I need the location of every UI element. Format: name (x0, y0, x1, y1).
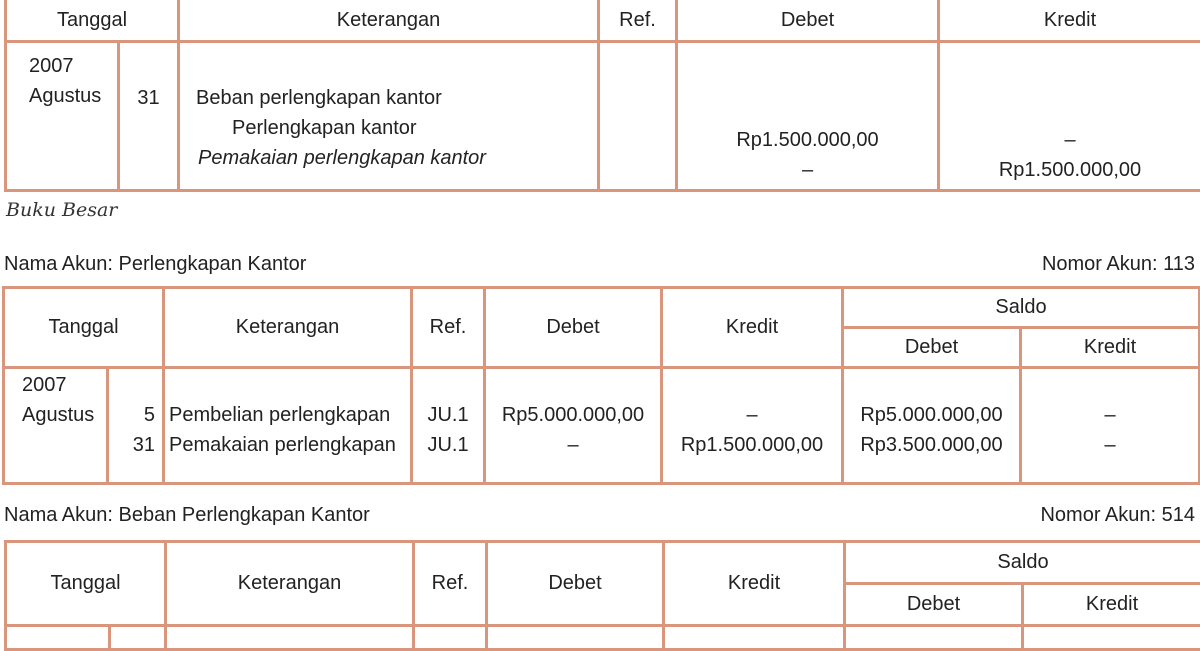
ledger1-header-debet: Debet (485, 288, 662, 368)
journal-debit-account: Beban perlengkapan kantor (196, 83, 597, 113)
ledger2-empty-cell (110, 626, 166, 650)
table-row-debet: Rp5.000.000,00 (486, 400, 660, 430)
journal-debet-1: Rp1.500.000,00 (678, 125, 937, 155)
journal-year: 2007 (29, 51, 117, 81)
table-row-description: Pemakaian perlengkapan (169, 430, 410, 460)
ledger2-header-saldo-debet: Debet (845, 584, 1023, 626)
ledger2-empty-cell (6, 626, 110, 650)
ledger1-debet-cell (485, 368, 662, 484)
journal-header-ref: Ref. (599, 0, 677, 42)
table-row-debet: – (486, 430, 660, 460)
ledger2-account-number: Nomor Akun: 514 (1040, 504, 1195, 527)
journal-kredit-cell (939, 42, 1200, 191)
ledger1-saldo-kredit-cell (1021, 368, 1200, 484)
table-row-saldo-kredit: – (1022, 400, 1198, 430)
journal-date-cell (6, 42, 119, 191)
journal-header-debet: Debet (677, 0, 939, 42)
ledger2-empty-cell (414, 626, 487, 650)
ledger2-header-debet: Debet (487, 542, 664, 626)
journal-header-keterangan: Keterangan (179, 0, 599, 42)
table-row-saldo-debet: Rp5.000.000,00 (844, 400, 1019, 430)
ledger1-header-saldo-debet: Debet (843, 328, 1021, 368)
ledger2-account-name: Nama Akun: Beban Perlengkapan Kantor (4, 504, 370, 527)
journal-day (119, 42, 179, 191)
ledger1-header-saldo: Saldo (843, 288, 1200, 328)
ledger1-kredit-cell (662, 368, 843, 484)
journal-table (4, 0, 1200, 192)
ledger2-header-tanggal: Tanggal (6, 542, 166, 626)
journal-description-cell (179, 42, 599, 191)
ledger2-header-saldo: Saldo (845, 542, 1200, 584)
ledger1-header-ref: Ref. (412, 288, 485, 368)
table-row-ref: JU.1 (413, 430, 483, 460)
table-row-day: 31 (109, 430, 155, 460)
ledger2-empty-cell (1023, 626, 1200, 650)
table-row-saldo-debet: Rp3.500.000,00 (844, 430, 1019, 460)
ledger1-table (2, 286, 1200, 485)
ledger1-description-cell (164, 368, 412, 484)
ledger2-header-ref: Ref. (414, 542, 487, 626)
table-row-ref: JU.1 (413, 400, 483, 430)
ledger1-header-kredit: Kredit (662, 288, 843, 368)
ledger1-header-keterangan: Keterangan (164, 288, 412, 368)
ledger2-header-keterangan: Keterangan (166, 542, 414, 626)
journal-credit-account: Perlengkapan kantor (196, 113, 597, 143)
table-row-kredit: – (663, 400, 841, 430)
ledger1-month: Agustus (22, 400, 106, 430)
journal-explanation: Pemakaian perlengkapan kantor (196, 143, 597, 173)
section-caption: Buku Besar (6, 199, 117, 221)
table-row-saldo-kredit: – (1022, 430, 1198, 460)
ledger2-empty-cell (664, 626, 845, 650)
ledger2-header-saldo-kredit: Kredit (1023, 584, 1200, 626)
table-row-description: Pembelian perlengkapan (169, 400, 410, 430)
ledger1-header-saldo-kredit: Kredit (1021, 328, 1200, 368)
journal-header-tanggal: Tanggal (6, 0, 179, 42)
table-row-kredit: Rp1.500.000,00 (663, 430, 841, 460)
journal-header-kredit: Kredit (939, 0, 1200, 42)
journal-debet-2: – (678, 155, 937, 185)
ledger1-account-name: Nama Akun: Perlengkapan Kantor (4, 253, 306, 276)
journal-ref (599, 42, 677, 191)
ledger2-table (4, 540, 1200, 651)
ledger2-empty-cell (487, 626, 664, 650)
ledger1-day-cell (108, 368, 164, 484)
ledger2-header-kredit: Kredit (664, 542, 845, 626)
ledger2-empty-cell (845, 626, 1023, 650)
journal-debet-cell (677, 42, 939, 191)
journal-month: Agustus (29, 81, 117, 111)
ledger1-ref-cell (412, 368, 485, 484)
journal-day-value: 31 (120, 83, 177, 113)
ledger1-date-cell (4, 368, 108, 484)
ledger1-year: 2007 (22, 370, 106, 400)
table-row-day: 5 (109, 400, 155, 430)
ledger1-account-number: Nomor Akun: 113 (1042, 253, 1195, 276)
ledger1-header-tanggal: Tanggal (4, 288, 164, 368)
ledger1-saldo-debet-cell (843, 368, 1021, 484)
journal-kredit-1: – (940, 125, 1200, 155)
journal-kredit-2: Rp1.500.000,00 (940, 155, 1200, 185)
ledger2-empty-cell (166, 626, 414, 650)
